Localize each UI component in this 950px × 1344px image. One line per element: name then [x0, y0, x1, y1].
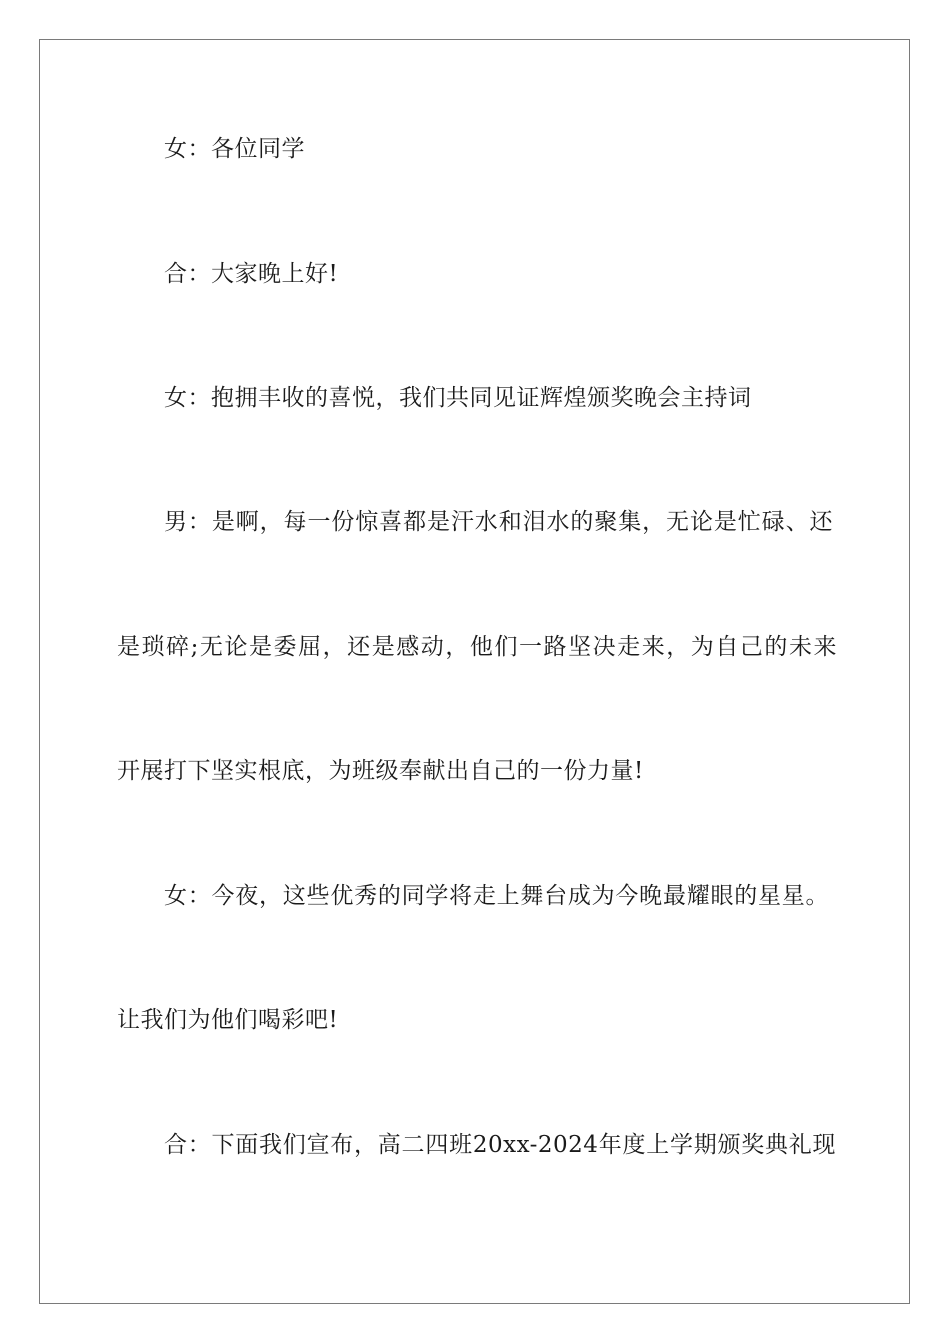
- page-frame: [39, 39, 910, 1304]
- dialogue-line: 合：大家晚上好!: [164, 261, 339, 287]
- dialogue-line: 女：抱拥丰收的喜悦，我们共同见证辉煌颁奖晚会主持词: [164, 385, 752, 411]
- dialogue-line: 合：下面我们宣布，高二四班20xx-2024年度上学期颁奖典礼现: [164, 1132, 836, 1158]
- dialogue-line: 是琐碎;无论是委屈，还是感动，他们一路坚决走来，为自己的未来: [117, 634, 837, 660]
- dialogue-line: 女：各位同学: [164, 136, 305, 162]
- dialogue-line: 让我们为他们喝彩吧!: [117, 1007, 339, 1033]
- dialogue-line: 开展打下坚实根底，为班级奉献出自己的一份力量!: [117, 758, 644, 784]
- dialogue-line: 女：今夜，这些优秀的同学将走上舞台成为今晚最耀眼的星星。: [164, 883, 829, 909]
- dialogue-line: 男：是啊，每一份惊喜都是汗水和泪水的聚集，无论是忙碌、还: [164, 509, 833, 535]
